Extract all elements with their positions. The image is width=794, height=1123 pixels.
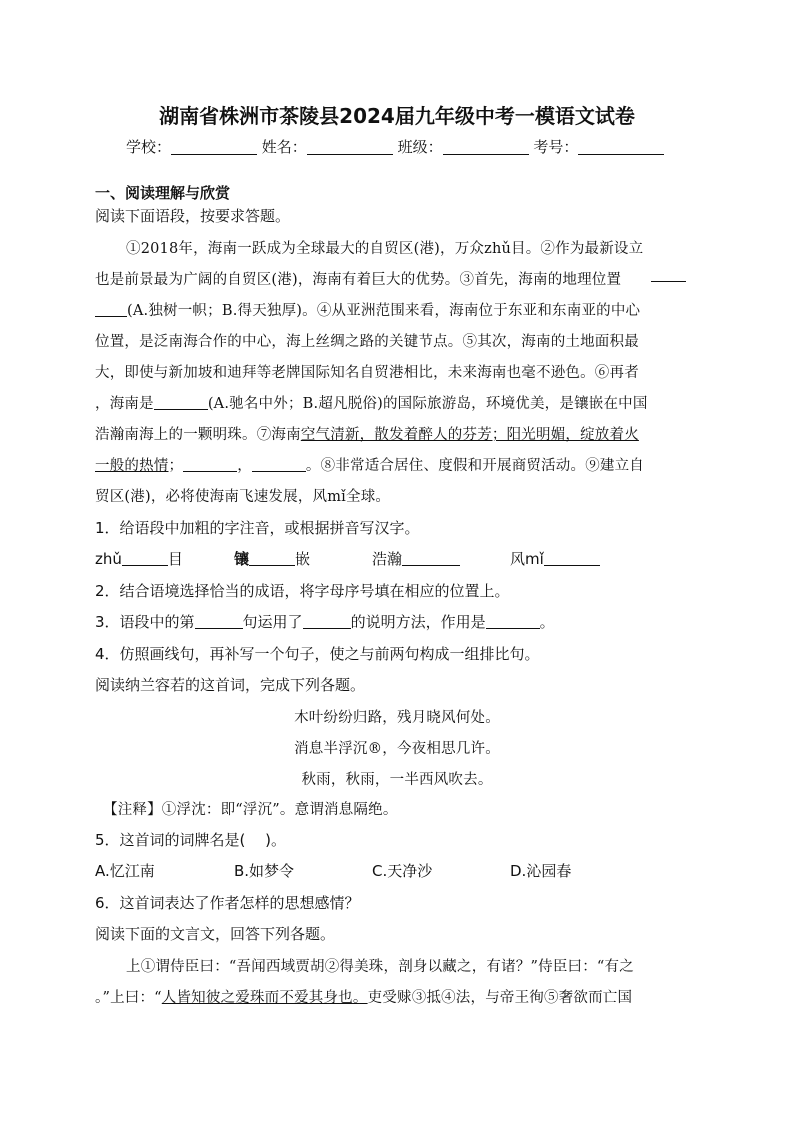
char: 浩瀚: [372, 550, 403, 568]
text: 。”上曰：“: [95, 990, 162, 1006]
passage-line: [651, 268, 686, 284]
classical-line: [95, 986, 632, 1007]
answer-blank[interactable]: [544, 565, 600, 566]
question-1: 1．给语段中加粗的字注音，或根据拼音写汉字。: [95, 519, 420, 537]
option-a[interactable]: A.忆江南: [95, 862, 155, 880]
number-field[interactable]: [578, 138, 664, 155]
passage-line: 位置，是泛南海合作的中心，海上丝绸之路的关键节点。⑤其次，海南的土地面积最: [95, 334, 639, 350]
answer-blank[interactable]: [95, 316, 127, 317]
school-label: 学校：: [126, 138, 172, 156]
text: 。: [539, 613, 555, 631]
annotation: 【注释】①浮沈：即“浮沉”。意谓消息隔绝。: [103, 802, 398, 818]
pinyin-item-d: [510, 548, 600, 569]
pinyin-item-b: [234, 548, 310, 569]
text: 句运用了: [242, 613, 303, 631]
passage-line: [95, 392, 648, 413]
option-c[interactable]: C.天净沙: [372, 862, 433, 880]
passage-line: [95, 299, 640, 320]
passage-line: 也是前景最为广阔的自贸区(港)，海南有着巨大的优势。③首先，海南的地理位置: [95, 272, 622, 288]
answer-blank[interactable]: [195, 628, 243, 629]
passage-line: 大，即使与新加坡和迪拜等老牌国际知名自贸港相比，未来海南也毫不逊色。⑥再者: [95, 365, 639, 381]
passage-line: ①2018年，海南一跃成为全球最大的自贸区(港)，万众zhǔ目。②作为最新设立: [126, 241, 644, 257]
pinyin: 风mǐ: [510, 550, 544, 568]
passage-line: [95, 423, 639, 444]
question-3: [95, 611, 555, 632]
pinyin: zhǔ: [95, 550, 122, 568]
answer-blank[interactable]: [122, 565, 168, 566]
answer-blank[interactable]: [249, 565, 295, 566]
answer-blank[interactable]: [303, 628, 351, 629]
answer-blank[interactable]: [402, 565, 460, 566]
section-heading: 一、阅读理解与欣赏: [95, 184, 231, 202]
answer-blank[interactable]: [486, 628, 540, 629]
school-field[interactable]: [171, 138, 257, 155]
punct: ，: [237, 458, 252, 474]
passage-text: 浩瀚南海上的一颗明珠。⑦海南: [95, 427, 301, 443]
pinyin-item-a: [95, 548, 183, 569]
question-6: 6．这首词表达了作者怎样的思想感情？: [95, 894, 360, 912]
punct: ；: [168, 458, 184, 474]
text: 吏受赇③抵④法，与帝王徇⑤奢欲而亡国: [367, 990, 633, 1006]
student-info-row: [126, 136, 664, 157]
underlined-sentence: 人皆知彼之爱珠而不爱其身也。: [161, 990, 368, 1006]
question-5: 5．这首词的词牌名是( )。: [95, 831, 287, 849]
option-b[interactable]: B.如梦令: [234, 862, 295, 880]
answer-blank[interactable]: [252, 471, 306, 472]
passage-line: [95, 454, 644, 475]
poem-line: 木叶纷纷归路，残月晓风何处。: [294, 710, 500, 726]
question-4: 4．仿照画线句，再补写一个句子，使之与前两句构成一组排比句。: [95, 645, 540, 663]
passage-text: (A.独树一帜；B.得天独厚)。④从亚洲范围来看，海南位于东亚和东南亚的中心: [127, 303, 641, 319]
underlined-sentence: 空气清新，散发着醉人的芬芳；阳光明媚，绽放着火: [300, 427, 639, 443]
text: 3．语段中的第: [95, 613, 195, 631]
classical-line: 上①谓侍臣曰：“吾闻西域贾胡②得美珠，剖身以藏之，有诸？”侍臣曰：“有之: [126, 959, 634, 975]
instruction-text: 阅读纳兰容若的这首词，完成下列各题。: [95, 676, 366, 694]
name-field[interactable]: [307, 138, 393, 155]
pinyin-item-c: [372, 548, 460, 569]
passage-text: (A.驰名中外；B.超凡脱俗)的国际旅游岛，环境优美，是镶嵌在中国: [207, 396, 648, 412]
instruction-text: 阅读下面语段，按要求答题。: [95, 207, 291, 225]
poem-line: 消息半浮沉®，今夜相思几许。: [294, 741, 500, 757]
passage-line: 贸区(港)，必将使海南飞速发展，风mǐ全球。: [95, 489, 391, 505]
number-label: 考号：: [533, 138, 579, 156]
instruction-text: 阅读下面的文言文，回答下列各题。: [95, 925, 336, 943]
underlined-sentence: 一般的热情: [95, 458, 169, 474]
text: 的说明方法，作用是: [350, 613, 486, 631]
name-label: 姓名：: [261, 138, 307, 156]
char: 镶: [234, 550, 250, 568]
question-2: 2．结合语境选择恰当的成语，将字母序号填在相应的位置上。: [95, 582, 510, 600]
option-d[interactable]: D.沁园春: [510, 862, 572, 880]
answer-blank[interactable]: [154, 409, 208, 410]
char: 嵌: [295, 550, 311, 568]
passage-text: 。⑧非常适合居住、度假和开展商贸活动。⑨建立自: [305, 458, 645, 474]
poem-line: 秋雨，秋雨，一半西风吹去。: [301, 772, 493, 788]
class-field[interactable]: [443, 138, 529, 155]
page-title: 湖南省株洲市茶陵县2024届九年级中考一模语文试卷: [159, 104, 635, 128]
class-label: 班级：: [397, 138, 443, 156]
answer-blank[interactable]: [183, 471, 237, 472]
char: 目: [167, 550, 183, 568]
passage-text: ，海南是: [95, 396, 154, 412]
